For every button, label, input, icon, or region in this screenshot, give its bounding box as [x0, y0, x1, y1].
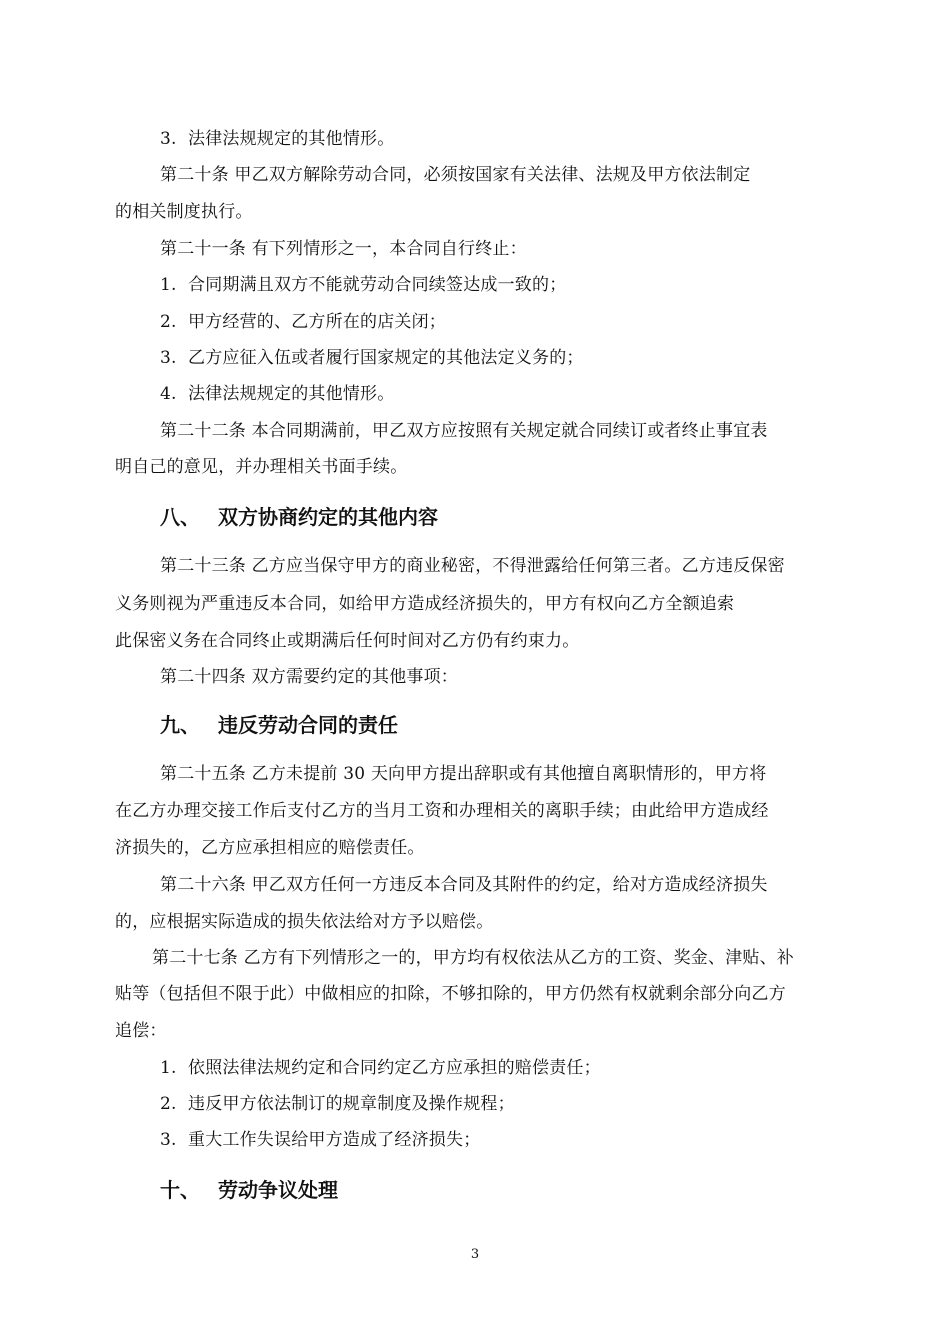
list-item-number: 1. — [160, 1058, 177, 1078]
list-item-number: 3. — [160, 348, 177, 368]
article-26-line-1: 第二十六条 甲乙双方任何一方违反本合同及其附件的约定，给对方造成经济损失 — [160, 875, 768, 895]
list-item-text: 乙方应征入伍或者履行国家规定的其他法定义务的； — [188, 348, 584, 368]
list-item — [160, 1128, 480, 1152]
article-23-line-2: 义务则视为严重违反本合同，如给甲方造成经济损失的，甲方有权向乙方全额追索 — [115, 594, 735, 614]
section-title: 违反劳动合同的责任 — [218, 713, 398, 737]
list-item-number: 3. — [160, 1130, 177, 1150]
list-item-number: 2. — [160, 1094, 177, 1114]
section-8-heading — [160, 503, 438, 531]
article-23-line-1: 第二十三条 乙方应当保守甲方的商业秘密，不得泄露给任何第三者。乙方违反保密 — [160, 556, 785, 576]
article-26-line-2: 的，应根据实际造成的损失依法给对方予以赔偿。 — [115, 912, 494, 932]
article-27-line-2: 贴等（包括但不限于此）中做相应的扣除，不够扣除的，甲方仍然有权就剩余部分向乙方 — [115, 984, 786, 1004]
list-item-number: 1. — [160, 275, 177, 295]
article-20-line-1: 第二十条 甲乙双方解除劳动合同，必须按国家有关法律、法规及甲方依法制定 — [160, 165, 751, 185]
list-item-text: 法律法规规定的其他情形。 — [188, 384, 395, 404]
list-item — [160, 1092, 515, 1116]
article-25-line-1: 第二十五条 乙方未提前 30 天向甲方提出辞职或有其他擅自离职情形的，甲方将 — [160, 764, 767, 784]
section-10-heading — [160, 1176, 338, 1204]
section-number: 八、 — [160, 505, 200, 529]
article-23-line-3: 此保密义务在合同终止或期满后任何时间对乙方仍有约束力。 — [115, 631, 580, 651]
list-item-number: 2. — [160, 312, 177, 332]
list-item-text: 依照法律法规约定和合同约定乙方应承担的赔偿责任； — [188, 1058, 601, 1078]
list-item — [160, 273, 566, 297]
list-item-text: 法律法规规定的其他情形。 — [188, 129, 395, 149]
list-item-text: 违反甲方依法制订的规章制度及操作规程； — [188, 1094, 515, 1114]
section-number: 十、 — [160, 1178, 200, 1202]
list-item-text: 重大工作失误给甲方造成了经济损失； — [188, 1130, 481, 1150]
list-item — [160, 382, 394, 406]
list-item — [160, 127, 394, 151]
list-item-number: 4. — [160, 384, 177, 404]
article-24-line-1: 第二十四条 双方需要约定的其他事项： — [160, 667, 459, 687]
list-item-text: 甲方经营的、乙方所在的店关闭； — [188, 312, 446, 332]
article-25-line-3: 济损失的，乙方应承担相应的赔偿责任。 — [115, 838, 425, 858]
article-27-line-3: 追偿： — [115, 1021, 167, 1041]
article-27-line-1: 第二十七条 乙方有下列情形之一的，甲方均有权依法从乙方的工资、奖金、津贴、补 — [152, 948, 795, 968]
list-item — [160, 1056, 601, 1080]
article-21-intro: 第二十一条 有下列情形之一，本合同自行终止： — [160, 239, 527, 259]
list-item — [160, 310, 446, 334]
article-22-line-1: 第二十二条 本合同期满前，甲乙双方应按照有关规定就合同续订或者终止事宜表 — [160, 421, 768, 441]
article-20-line-2: 的相关制度执行。 — [115, 202, 253, 222]
section-9-heading — [160, 711, 398, 739]
article-22-line-2: 明自己的意见，并办理相关书面手续。 — [115, 457, 408, 477]
section-title: 双方协商约定的其他内容 — [218, 505, 438, 529]
section-number: 九、 — [160, 713, 200, 737]
section-title: 劳动争议处理 — [218, 1178, 338, 1202]
article-25-line-2: 在乙方办理交接工作后支付乙方的当月工资和办理相关的离职手续；由此给甲方造成经 — [115, 801, 769, 821]
list-item — [160, 346, 584, 370]
list-item-text: 合同期满且双方不能就劳动合同续签达成一致的； — [188, 275, 567, 295]
page-number: 3 — [470, 1247, 480, 1262]
list-item-number: 3. — [160, 129, 177, 149]
